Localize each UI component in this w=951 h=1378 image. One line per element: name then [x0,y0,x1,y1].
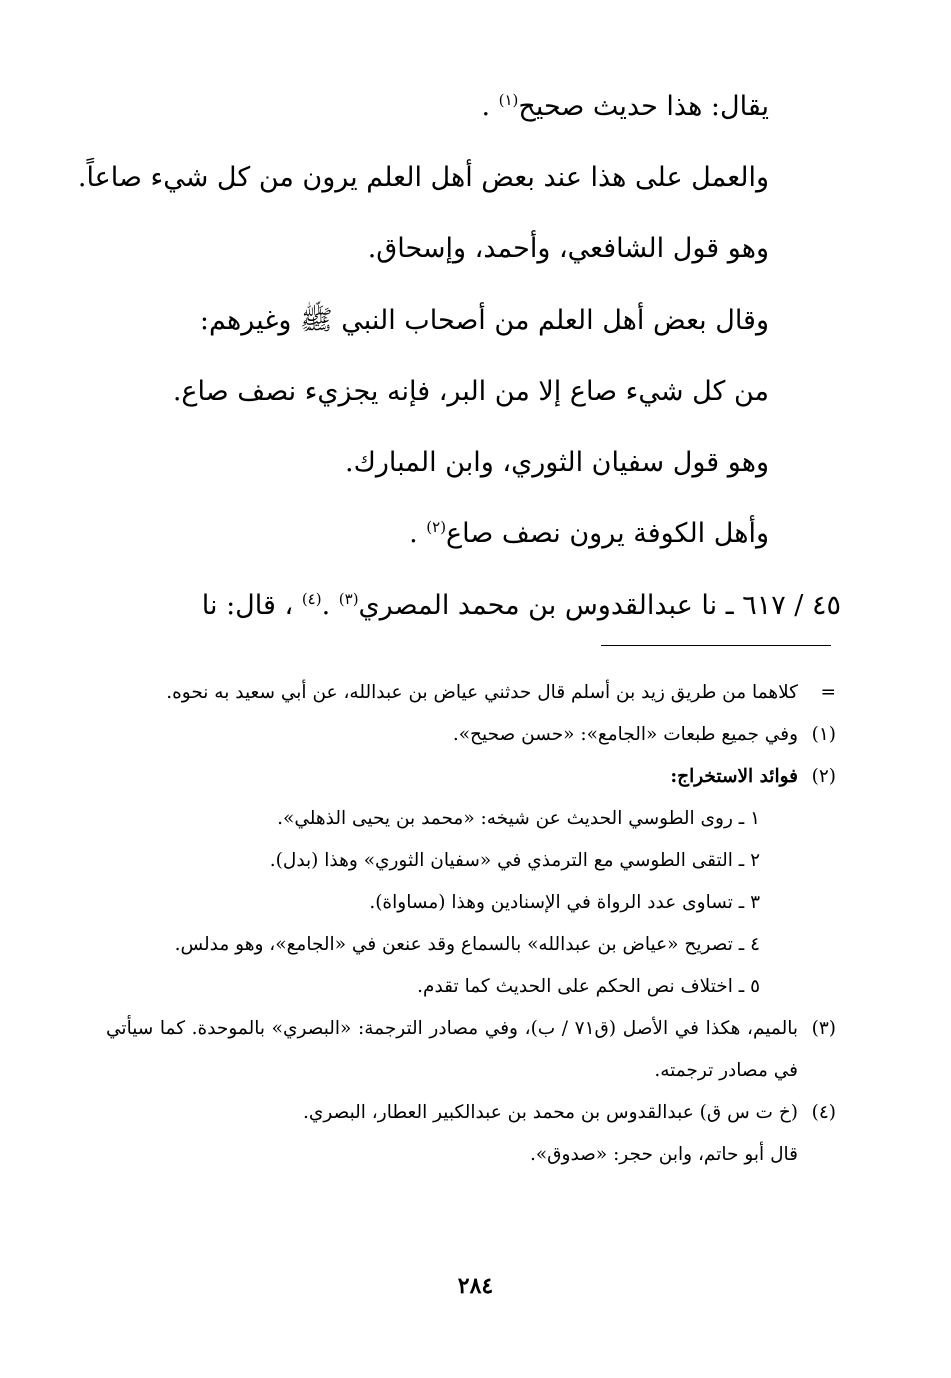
footnote-carryover [106,672,836,714]
footnote-separator [601,645,831,646]
footnote-1 [106,714,836,756]
footnote-ref-1: (١) [498,91,519,109]
list-item: ٤ ـ تصريح «عياض بن عبدالله» بالسماع وقد عنعن في «الجامع»، وهو مدلس. [174,934,760,955]
page-number: ٢٨٤ [457,1273,494,1299]
main-text-line [89,87,769,127]
footnote-2 [106,756,836,798]
footnote-marker: (٤) [811,1102,836,1123]
main-text-line: وقال بعض أهل العلم من أصحاب النبي ﷺ وغيرهم: [199,305,769,336]
hadith-number-text: ٤٥ / ٦١٧ ـ نا عبدالقدوس بن محمد المصري [358,590,841,621]
footnote-continuation: قال أبو حاتم، وابن حجر: «صدوق». [529,1144,798,1165]
text-span: . [321,590,339,621]
footnote-3 [106,1008,836,1092]
main-text-line: وهو قول الشافعي، وأحمد، وإسحاق. [367,233,769,264]
list-item: ٣ ـ تساوى عدد الرواة في الإسنادين وهذا (مساواة). [369,892,760,913]
text-span: . [481,91,499,122]
text-span: يقال: هذا حديث صحيح [518,91,769,122]
footnote-heading: فوائد الاستخراج: [670,766,798,787]
list-item: ٢ ـ التقى الطوسي مع الترمذي في «سفيان الثوري» وهذا (بدل). [269,850,760,871]
footnotes-section [106,672,836,1176]
main-text-line: وهو قول سفيان الثوري، وابن المبارك. [345,447,769,478]
hadith-number-line [101,586,841,626]
carryover-marker: = [820,682,836,703]
benefit-list [106,798,836,1008]
footnote-ref-3: (٣) [338,590,359,608]
footnote-text: كلاهما من طريق زيد بن أسلم قال حدثني عياض بن عبدالله، عن أبي سعيد به نحوه. [166,682,798,703]
footnote-text: (خ ت س ق) عبدالقدوس بن محمد بن عبدالكبير العطار، البصري. [302,1102,798,1123]
main-text-line: من كل شيء صاع إلا من البر، فإنه يجزيء نصف صاع. [172,376,769,407]
footnote-marker: (٢) [811,766,836,787]
list-item: ١ ـ روى الطوسي الحديث عن شيخه: «محمد بن يحيى الذهلي». [277,808,760,829]
footnote-ref-2: (٢) [426,518,447,536]
text-span: . [409,518,427,549]
footnote-marker: (٣) [811,1018,836,1039]
main-text-line: والعمل على هذا عند بعض أهل العلم يرون من كل شيء صاعاً. [77,162,769,193]
text-span: وأهل الكوفة يرون نصف صاع [446,518,769,549]
footnote-4 [106,1092,836,1134]
footnote-text: وفي جميع طبعات «الجامع»: «حسن صحيح». [452,724,798,745]
footnote-ref-4: (٤) [301,590,322,608]
list-item: ٥ ـ اختلاف نص الحكم على الحديث كما تقدم. [417,976,760,997]
text-span: ، قال: نا [201,590,302,621]
footnote-marker: (١) [811,724,836,745]
main-text-line [89,514,769,554]
footnote-text: بالميم، هكذا في الأصل (ق٧١ / ب)، وفي مصادر الترجمة: «البصري» بالموحدة. كما سيأتي في مصادر ترجمته. [106,1018,799,1081]
